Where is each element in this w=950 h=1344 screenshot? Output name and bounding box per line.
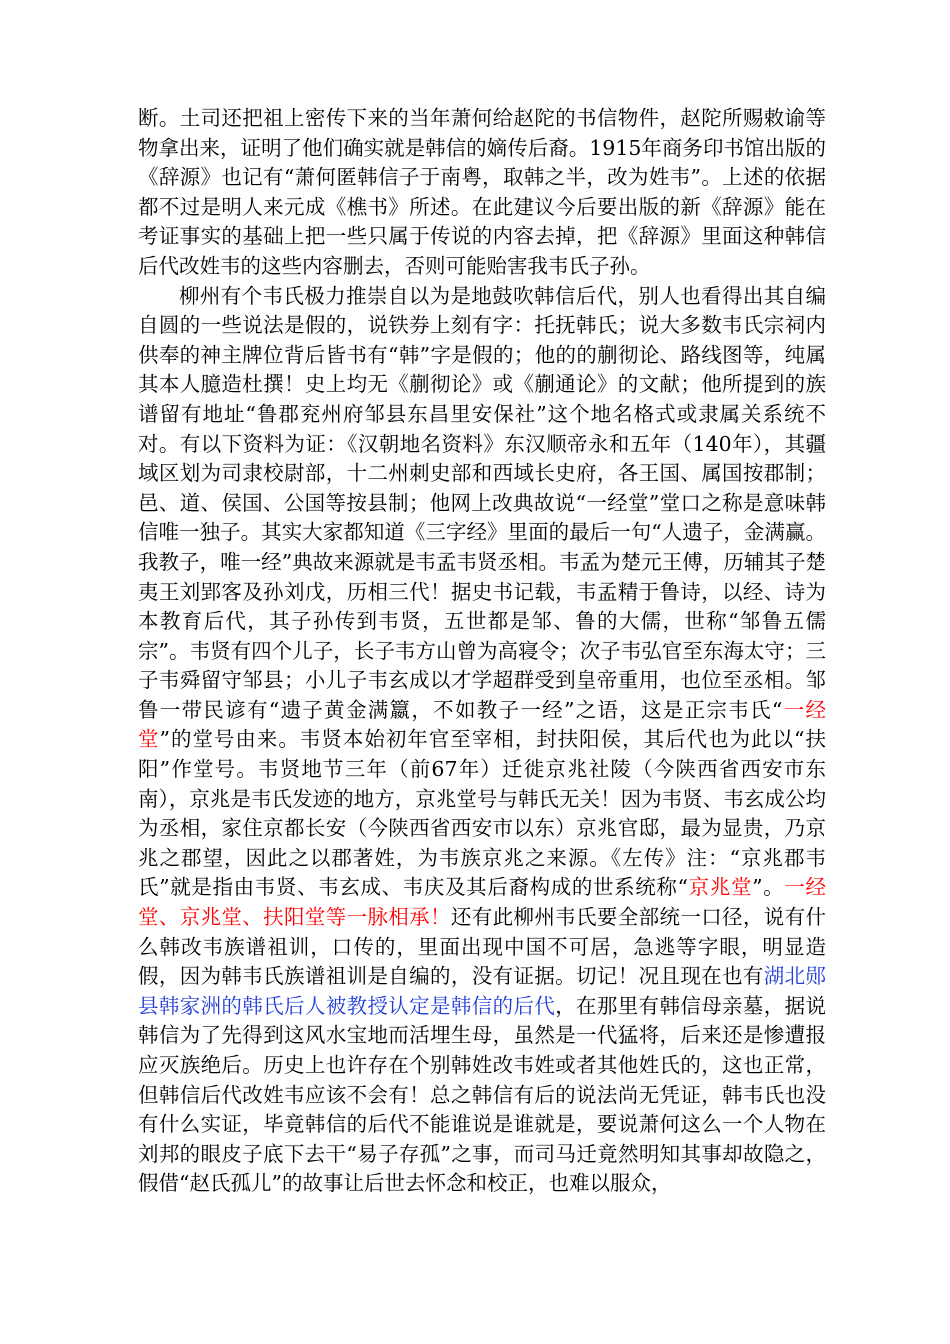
highlight-jingzhaotang: 京兆堂 xyxy=(688,875,753,900)
paragraph-2-text-2: ”的堂号由来。韦贤本始初年官至宰相，封扶阳侯，其后代也为此以“扶阳”作堂号。韦贤地节三年（前67年）迁徙京兆社陵（今陕西省西安市东南），京兆是韦氏发迹的地方，京兆堂号与韩氏无关！因为韦贤、韦玄成公均为丞相，家住京都长安（今陕西省西安市以东）京兆官邸，最为显贵，乃京兆之郡望，因此之以郡著姓，为韦族京兆之来源。《左传》注：“京兆郡韦氏”就是指由韦贤、韦玄成、韦庆及其后裔构成的世系统称“ xyxy=(138,727,827,900)
paragraph-2-text-3: ”。 xyxy=(752,875,785,900)
paragraph-2-text-1: 柳州有个韦氏极力推崇自以为是地鼓吹韩信后代，别人也看得出其自编自圆的一些说法是假的，说铁券上刻有字：托抚韩氏；说大多数韦氏宗祠内供奉的神主牌位背后皆书有“韩”字是假的；他的的蒯彻论、路线图等，纯属其本人臆造杜撰！史上均无《蒯彻论》或《蒯通论》的文献；他所提到的族谱留有地址“鲁郡兖州府邹县东昌里安保社”这个地名格式或隶属关系统不对。有以下资料为证：《汉朝地名资料》东汉顺帝永和五年（140年），其疆域区划为司隶校尉部，十二州刺史部和西域长史府，各王国、属国按郡制；邑、道、侯国、公国等按县制；他网上改典故说“一经堂”堂口之称是意味韩信唯一独子。其实大家都知道《三字经》里面的最后一句“人遗子，金满赢。我教子，唯一经”典故来源就是韦孟韦贤丞相。韦孟为楚元王傅，历辅其子楚夷王刘郢客及孙刘戊，历相三代！据史书记载，韦孟精于鲁诗，以经、诗为本教育后代，其子孙传到韦贤，五世都是邹、鲁的大儒，世称“邹鲁五儒宗”。韦贤有四个儿子，长子韦方山曾为高寝令；次子韦弘官至东海太守；三子韦舜留守邹县；小儿子韦玄成以才学超群受到皇帝重用，也位至丞相。邹鲁一带民谚有“遗子黄金满籝，不如教子一经”之语，这是正宗韦氏“ xyxy=(138,283,826,722)
paragraph-2 xyxy=(138,282,826,1199)
highlight-yijingtang: 一经堂 xyxy=(138,697,826,752)
document-page xyxy=(138,104,826,1199)
paragraph-2-text-4: 还有此柳州韦氏要全部统一口径，说有什么韩改韦族谱祖训，口传的，里面出现中国不可居，急逃等字眼，明显造假，因为韩韦氏族谱祖训是自编的，没有证据。切记！况且现在也有 xyxy=(138,905,826,989)
highlight-lineage-statement: 一经堂、京兆堂、扶阳堂等一脉相承！ xyxy=(138,875,827,930)
paragraph-2-text-5: ，在那里有韩信母亲墓，据说韩信为了先得到这风水宝地而活埋生母，虽然是一代猛将，后来还是惨遭报应灭族绝后。历史上也许存在个别韩姓改韦姓或者其他姓氏的，这也正常，但韩信后代改姓韦应该不会有！总之韩信有后的说法尚无凭证，韩韦氏也没有什么实证，毕竟韩信的后代不能谁说是谁就是，要说萧何这么一个人物在刘邦的眼皮子底下去干“易子存孤”之事，而司马迁竟然明知其事却故隐之，假借“赵氏孤儿”的故事让后世去怀念和校正，也难以服众， xyxy=(138,993,826,1196)
paragraph-1: 断。土司还把祖上密传下来的当年萧何给赵陀的书信物件，赵陀所赐敕谕等物拿出来，证明了他们确实就是韩信的嫡传后裔。1915年商务印书馆出版的《辞源》也记有“萧何匿韩信子于南粤，取韩之半，改为姓韦”。上述的依据都不过是明人来元成《樵书》所述。在此建议今后要出版的新《辞源》能在考证事实的基础上把一些只属于传说的内容去掉，把《辞源》里面这种韩信后代改姓韦的这些内容删去，否则可能贻害我韦氏子孙。 xyxy=(138,106,826,278)
highlight-hubei-han-descendants: 湖北郧县韩家洲的韩氏后人被教授认定是韩信的后代 xyxy=(138,964,826,1018)
